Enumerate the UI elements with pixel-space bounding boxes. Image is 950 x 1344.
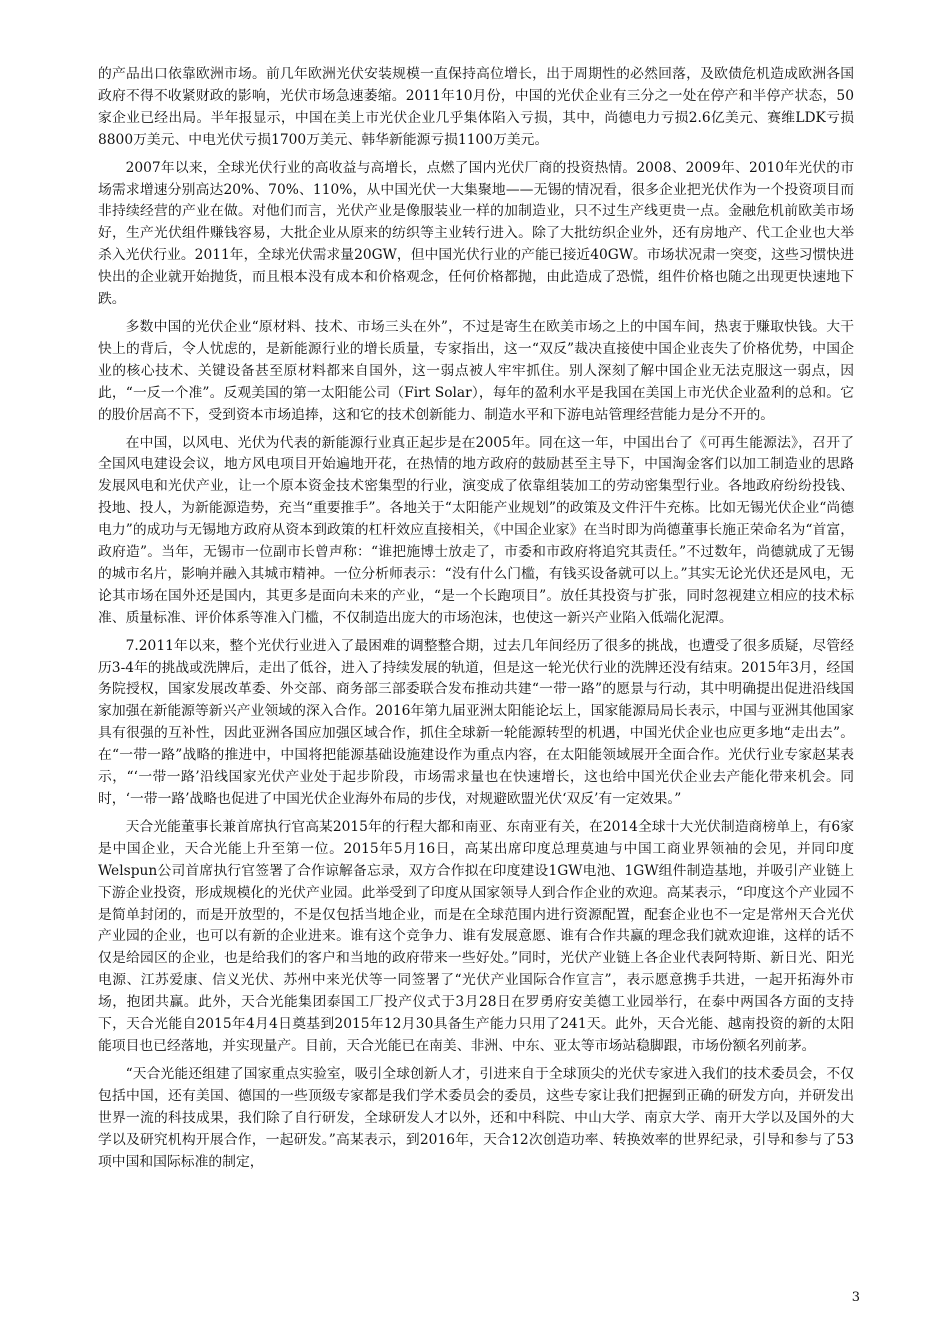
paragraph-1: 的产品出口依靠欧洲市场。前几年欧洲光伏安装规模一直保持高位增长，出于周期性的必然回落，及欧债危机造成欧洲各国政府不得不收紧财政的影响，光伏市场急速萎缩。2011年10月份，中国的光伏企业有三分之一处在停产和半停产状态，50家企业已经出局。半年报显示，中国在美上市光伏企业几乎集体陷入亏损，其中，尚德电力亏损2.6亿美元、赛维LDK亏损8800万美元、中电光伏亏损1700万美元、韩华新能源亏损1100万美元。	[98, 66, 854, 148]
paragraph-7: “天合光能还组建了国家重点实验室，吸引全球创新人才，引进来自于全球顶尖的光伏专家进入我们的技术委员会，不仅包括中国，还有美国、德国的一些顶级专家都是我们学术委员会的委员，这些专家让我们把握到正确的研发方向，并研发出世界一流的科技成果，我们除了自行研发，全球研发人才以外，还和中科院、中山大学、南京大学、南开大学以及国外的大学以及研究机构开展合作，一起研发。”高某表示，到2016年，天合12次创造功率、转换效率的世界纪录，引导和参与了53项中国和国际标准的制定，	[98, 1065, 854, 1170]
paragraph-3: 多数中国的光伏企业“原材料、技术、市场三头在外”，不过是寄生在欧美市场之上的中国车间，热衷于赚取快钱。大干快上的背后，令人忧虑的，是新能源行业的增长质量，专家指出，这一“双反”裁决直接使中国企业丧失了价格优势，中国企业的核心技术、关键设备甚至原材料都来自国外，这一弱点被人牢牢抓住。别人深刻了解中国企业无法克服这一弱点，因此，“一反一个准”。反观美国的第一太阳能公司（Firt Solar），每年的盈利水平是我国在美国上市光伏企业盈利的总和。它的股价居高不下，受到资本市场追捧，这和它的技术创新能力、制造水平和下游电站管理经营能力是分不开的。	[98, 318, 854, 423]
paragraph-4: 在中国，以风电、光伏为代表的新能源行业真正起步是在2005年。同在这一年，中国出台了《可再生能源法》，召开了全国风电建设会议，地方风电项目开始遍地开花，在热情的地方政府的鼓励甚至主导下，中国淘金客们以加工制造业的思路发展风电和光伏产业，让一个原本资金技术密集型的行业，演变成了依靠组装加工的劳动密集型行业。各地政府纷纷投钱、投地、投人，为新能源造势，充当“重要推手”。各地关于“太阳能产业规划”的政策及文件汗牛充栋。比如无锡光伏企业“尚德电力”的成功与无锡地方政府从资本到政策的杠杆效应直接相关，《中国企业家》在当时即为尚德董事长施正荣命名为“首富，政府造”。当年，无锡市一位副市长曾声称：“谁把施博士放走了，市委和市政府将追究其责任。”不过数年，尚德就成了无锡的城市名片，影响并融入其城市精神。一位分析师表示：“没有什么门槛，有钱买设备就可以上。”其实无论光伏还是风电，无论其市场在国外还是国内，其更多是面向未来的产业，“是一个长跑项目”。放任其投资与扩张，同时忽视建立相应的技术标准、质量标准、评价体系等准入门槛，不仅制造出庞大的市场泡沫，也使这一新兴产业陷入低端化泥潭。	[98, 434, 854, 626]
page-number: 3	[851, 1290, 860, 1305]
paragraph-6: 天合光能董事长兼首席执行官高某2015年的行程大都和南亚、东南亚有关，在2014全球十大光伏制造商榜单上，有6家是中国企业，天合光能上升至第一位。2015年5月16日，高某出席印度总理莫迪与中国工商业界领袖的会见，并同印度Welspun公司首席执行官签署了合作谅解备忘录，双方合作拟在印度建设1GW电池、1GW组件制造基地，并吸引产业链上下游企业投资，形成规模化的光伏产业园。此举受到了印度从国家领导人到合作企业的欢迎。高某表示，“印度这个产业园不是简单封闭的，而是开放型的，不是仅包括当地企业，而是在全球范围内进行资源配置，配套企业也不一定是常州天合光伏产业园的企业，也可以有新的企业进来。谁有这个竞争力、谁有发展意愿、谁有合作共赢的理念我们就欢迎谁，这样的话不仅是给园区的企业，也是给我们的客户和当地的政府带来一些好处。”同时，光伏产业链上各企业代表阿特斯、新日光、阳光电源、江苏爱康、信义光伏、苏州中来光伏等一同签署了“光伏产业国际合作宣言”，表示愿意携手共进，一起开拓海外市场，抱团共赢。此外，天合光能集团泰国工厂投产仪式于3月28日在罗勇府安美德工业园举行，在泰中两国各方面的支持下，天合光能自2015年4月4日奠基到2015年12月30具备生产能力只用了241天。此外，天合光能、越南投资的新的太阳能项目也已经落地，并实现量产。目前，天合光能已在南美、非洲、中东、亚太等市场站稳脚跟，市场份额名列前茅。	[98, 818, 854, 1054]
document-body	[98, 64, 854, 1179]
paragraph-2: 2007年以来，全球光伏行业的高收益与高增长，点燃了国内光伏厂商的投资热情。2008、2009年、2010年光伏的市场需求增速分别高达20%、70%、110%，从中国光伏一大集聚地——无锡的情况看，很多企业把光伏作为一个投资项目而非持续经营的产业在做。对他们而言，光伏产业是像服装业一样的加制造业，只不过生产线更贵一点。金融危机前欧美市场好，生产光伏组件赚钱容易，大批企业从原来的纺织等主业转行进入。除了大批纺织企业外，还有房地产、代工企业也大举杀入光伏行业。2011年，全球光伏需求量20GW，但中国光伏行业的产能已接近40GW。市场状况肃一突变，这些习惯快进快出的企业就开始抛货，而且根本没有成本和价格观念，任何价格都抛，由此造成了恐慌，组件价格也随之出现更快速地下跌。	[98, 159, 854, 308]
paragraph-5: 7.2011年以来，整个光伏行业进入了最困难的调整整合期，过去几年间经历了很多的挑战，也遭受了很多质疑，尽管经历3-4年的挑战或洗牌后，走出了低谷，进入了持续发展的轨道，但是这一轮光伏行业的洗牌还没有结束。2015年3月，经国务院授权，国家发展改革委、外交部、商务部三部委联合发布推动共建“一带一路”的愿景与行动，其中明确提出促进沿线国家加强在新能源等新兴产业领域的深入合作。2016年第九届亚洲太阳能论坛上，国家能源局局长表示，中国与亚洲其他国家具有很强的互补性，因此亚洲各国应加强区域合作，抓住全球新一轮能源转型的机遇，中国光伏企业也应更多地“走出去”。在“一带一路”战略的推进中，中国将把能源基础设施建设作为重点内容，在太阳能领域展开全面合作。光伏行业专家赵某表示，“‘一带一路’沿线国家光伏产业处于起步阶段，市场需求量也在快速增长，这也给中国光伏企业去产能化带来机会。同时，‘一带一路’战略也促进了中国光伏企业海外布局的步伐，对规避欧盟光伏‘双反’有一定效果。”	[98, 637, 854, 807]
